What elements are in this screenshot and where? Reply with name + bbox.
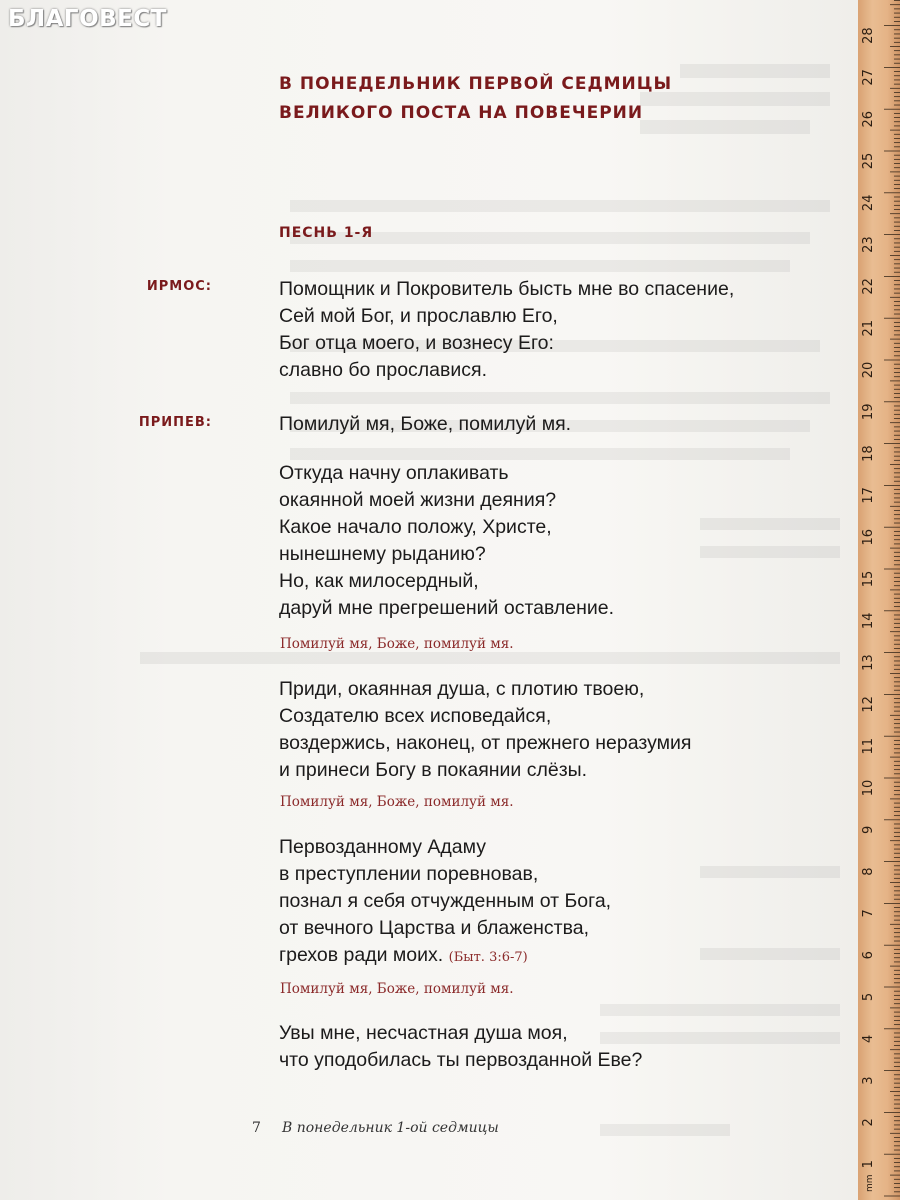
ruler-label: 17 <box>861 487 876 504</box>
verse-line: нынешнему рыданию? <box>279 543 486 565</box>
ruler-label: 23 <box>861 236 876 253</box>
ruler-label: 3 <box>861 1076 876 1085</box>
ruler-label: 1 <box>861 1160 876 1169</box>
troparion-1 <box>279 460 614 622</box>
ruler-label: 21 <box>861 319 876 337</box>
ruler-label: 16 <box>861 528 876 546</box>
verse-line: от вечного Царства и блаженства, <box>279 917 590 939</box>
ruler-label: 12 <box>861 696 876 713</box>
troparion-4 <box>279 1020 642 1074</box>
verse-line: воздержись, наконец, от прежнего неразумия <box>279 732 692 754</box>
verse-text: грехов ради моих. <box>279 944 444 966</box>
verse-line: Помилуй мя, Боже, помилуй мя. <box>279 413 572 435</box>
ruler-label: 22 <box>861 278 876 295</box>
page-title <box>279 70 672 128</box>
ruler-label: 2 <box>861 1118 876 1127</box>
ruler-label: 24 <box>861 194 876 212</box>
verse-line: Бог отца моего, и вознесу Его: <box>279 332 554 354</box>
refrain-2: Помилуй мя, Боже, помилуй мя. <box>280 794 514 810</box>
ruler-label: 26 <box>861 110 876 128</box>
verse-line: Откуда начну оплакивать <box>279 462 509 484</box>
title-line: ВЕЛИКОГО ПОСТА НА ПОВЕЧЕРИИ <box>279 103 644 123</box>
verse-line: Создателю всех исповедайся, <box>279 705 552 727</box>
ruler-label: 19 <box>861 403 876 421</box>
troparion-2 <box>279 676 691 784</box>
title-line: В ПОНЕДЕЛЬНИК ПЕРВОЙ СЕДМИЦЫ <box>279 74 673 94</box>
refrain-3: Помилуй мя, Боже, помилуй мя. <box>280 981 514 997</box>
verse-line: Увы мне, несчастная душа моя, <box>279 1022 568 1044</box>
verse-line: славно бо прославися. <box>279 359 487 381</box>
refrain-stanza <box>279 411 571 438</box>
ruler-label: 25 <box>861 152 876 170</box>
ruler-label: 14 <box>861 612 876 630</box>
troparion-3 <box>279 834 611 971</box>
ruler-label: 20 <box>861 361 876 379</box>
verse-line: окаянной моей жизни деяния? <box>279 489 557 511</box>
verse-line <box>279 942 611 971</box>
verse-line: и принеси Богу в покаянии слёзы. <box>279 759 588 781</box>
song-heading: ПЕСНЬ 1-Я <box>279 225 374 241</box>
ruler-unit: mm <box>865 1174 875 1192</box>
ruler-label: 5 <box>861 992 876 1002</box>
ruler-label: 28 <box>861 27 876 44</box>
verse-line: познал я себя отчужденным от Бога, <box>279 890 612 912</box>
verse-line: Помощник и Покровитель бысть мне во спасение, <box>279 278 735 300</box>
irmos-stanza <box>279 276 734 384</box>
scripture-reference: (Быт. 3:6-7) <box>448 950 528 965</box>
ruler-scale <box>858 0 900 1200</box>
verse-line: Какое начало положу, Христе, <box>279 516 552 538</box>
ruler-label: 8 <box>861 867 876 876</box>
watermark-logo: БЛАГОВЕСТ <box>8 6 167 32</box>
running-title: В понедельник 1-ой седмицы <box>282 1120 499 1136</box>
ruler-label: 27 <box>861 69 876 86</box>
verse-line: что уподобилась ты первозданной Еве? <box>279 1049 643 1071</box>
ruler-label: 13 <box>861 654 876 671</box>
verse-line: даруй мне прегрешений оставление. <box>279 597 615 619</box>
verse-line: Первозданному Адаму <box>279 836 486 858</box>
ruler-label: 11 <box>861 737 876 755</box>
wooden-ruler <box>858 0 900 1200</box>
ruler-label: 10 <box>861 779 876 797</box>
ruler-label: 18 <box>861 445 876 462</box>
refrain-1: Помилуй мя, Боже, помилуй мя. <box>280 636 514 652</box>
ruler-label: 4 <box>861 1034 876 1043</box>
verse-line: Сей мой Бог, и прославлю Его, <box>279 305 558 327</box>
verse-line: Приди, окаянная душа, с плотию твоею, <box>279 678 645 700</box>
ruler-label: 6 <box>861 951 876 960</box>
page-number: 7 <box>252 1120 261 1136</box>
ruler-label: 7 <box>861 909 876 918</box>
irmos-label: ИРМОС: <box>146 279 212 294</box>
verse-line: Но, как милосердный, <box>279 570 479 592</box>
ruler-label: 9 <box>861 825 876 834</box>
ruler-label: 15 <box>861 570 876 588</box>
refrain-label: ПРИПЕВ: <box>138 415 212 430</box>
verse-line: в преступлении поревновав, <box>279 863 539 885</box>
